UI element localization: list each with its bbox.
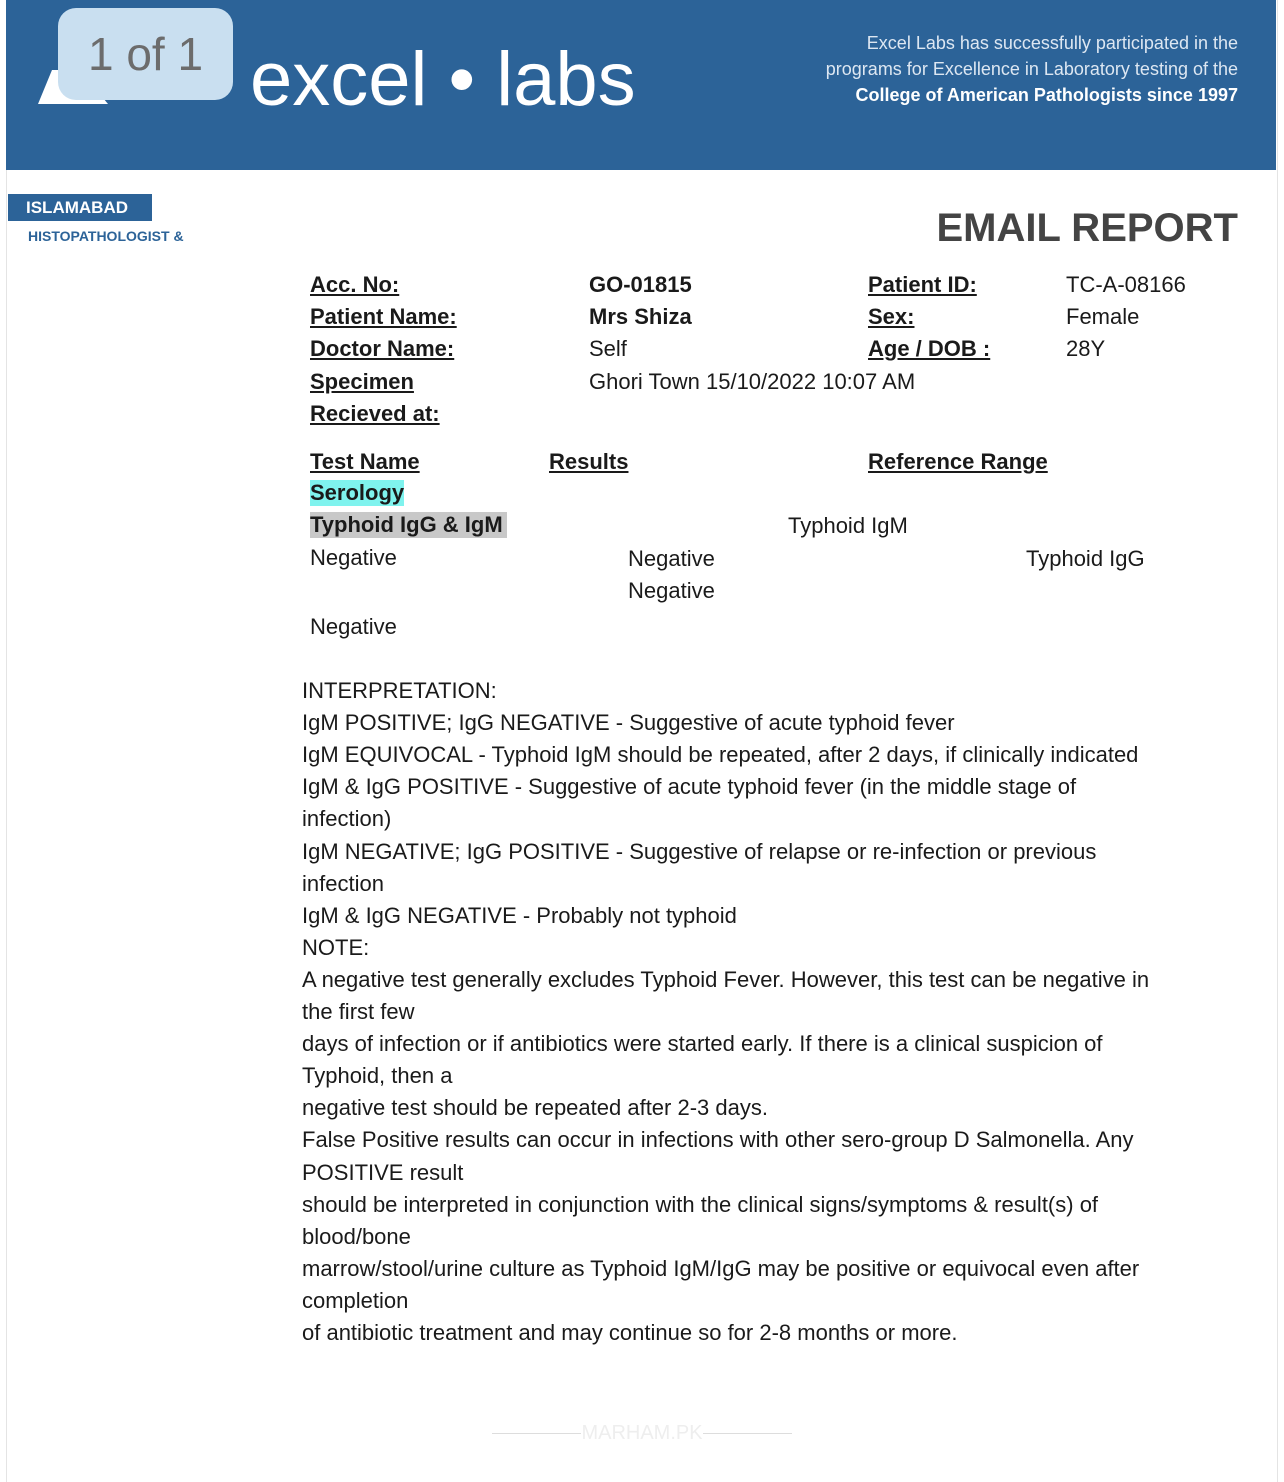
col-test-name: Test Name [310,449,420,474]
interpretation-line: the first few [302,999,415,1024]
result-value: Negative [310,545,397,570]
reference-value: Negative [628,546,715,571]
col-results: Results [549,449,629,474]
col-reference-range: Reference Range [868,449,1048,474]
branch-role: HISTOPATHOLOGIST & [28,228,184,244]
igg-label: Typhoid IgG [1026,546,1145,571]
patient-id-value: TC-A-08166 [1066,272,1186,297]
received-label: Recieved at: [310,401,440,426]
page-counter-badge: 1 of 1 [58,8,233,100]
specimen-value: Ghori Town 15/10/2022 10:07 AM [589,369,916,394]
interpretation-line: NOTE: [302,934,370,960]
interpretation-line: days of infection or if antibiotics were started early. If there is a clinical suspicion of [302,1031,1103,1057]
watermark-text: MARHAM.PK [581,1421,703,1444]
age-value: 28Y [1066,336,1106,361]
accreditation-caption [826,30,1238,108]
igm-label: Typhoid IgM [788,513,908,538]
branch-city: ISLAMABAD [8,194,152,221]
interpretation-line: marrow/stool/urine culture as Typhoid IgM/IgG may be positive or equivocal even after [302,1255,1140,1281]
acc-label: Acc. No: [310,272,400,297]
interpretation-line: should be interpreted in conjunction with the clinical signs/symptoms & result(s) of [302,1191,1099,1217]
test-name: Typhoid IgG & IgM [310,512,507,538]
interpretation-line: Typhoid, then a [302,1063,453,1089]
lab-logo: excel • labs [250,37,636,122]
interpretation-line: blood/bone [302,1223,411,1249]
patient-name-value: Mrs Shiza [589,304,692,329]
interpretation-line: completion [302,1287,409,1313]
acc-value: GO-01815 [589,272,692,297]
reference-value: Negative [310,614,397,639]
interpretation-line: INTERPRETATION: [302,678,497,703]
interpretation-line: infection [302,870,384,896]
sex-label: Sex: [868,304,915,329]
interpretation-line: IgM POSITIVE; IgG NEGATIVE - Suggestive of acute typhoid fever [302,710,955,736]
age-label: Age / DOB : [868,336,991,361]
interpretation-line: IgM EQUIVOCAL - Typhoid IgM should be repeated, after 2 days, if clinically indicated [302,742,1139,768]
interpretation-line: IgM NEGATIVE; IgG POSITIVE - Suggestive of relapse or re-infection or previous [302,838,1097,864]
caption-line: College of American Pathologists since 1997 [855,85,1238,105]
specimen-label: Specimen [310,369,414,394]
caption-line: programs for Excellence in Laboratory testing of the [825,59,1238,79]
section-serology: Serology [310,480,405,505]
interpretation-line: negative test should be repeated after 2-3 days. [302,1095,768,1121]
patient-id-label: Patient ID: [868,272,977,297]
interpretation-line: A negative test generally excludes Typhoid Fever. However, this test can be negative in [302,966,1150,992]
patient-name-label: Patient Name: [310,304,457,329]
interpretation-line: of antibiotic treatment and may continue so for 2-8 months or more. [302,1320,958,1345]
interpretation-line: IgM & IgG NEGATIVE - Probably not typhoid [302,902,737,928]
interpretation-line: infection) [302,806,392,832]
report-title: EMAIL REPORT [936,206,1238,250]
caption-line: Excel Labs has successfully participated in the [866,33,1238,53]
interpretation-line: False Positive results can occur in infections with other sero-group D Salmonella. Any [302,1127,1134,1153]
interpretation-line: POSITIVE result [302,1159,464,1185]
doctor-label: Doctor Name: [310,336,455,361]
sex-value: Female [1066,304,1140,329]
result-value: Negative [628,578,715,603]
doctor-value: Self [589,336,627,361]
interpretation-line: IgM & IgG POSITIVE - Suggestive of acute typhoid fever (in the middle stage of [302,774,1077,800]
watermark [492,1416,792,1450]
